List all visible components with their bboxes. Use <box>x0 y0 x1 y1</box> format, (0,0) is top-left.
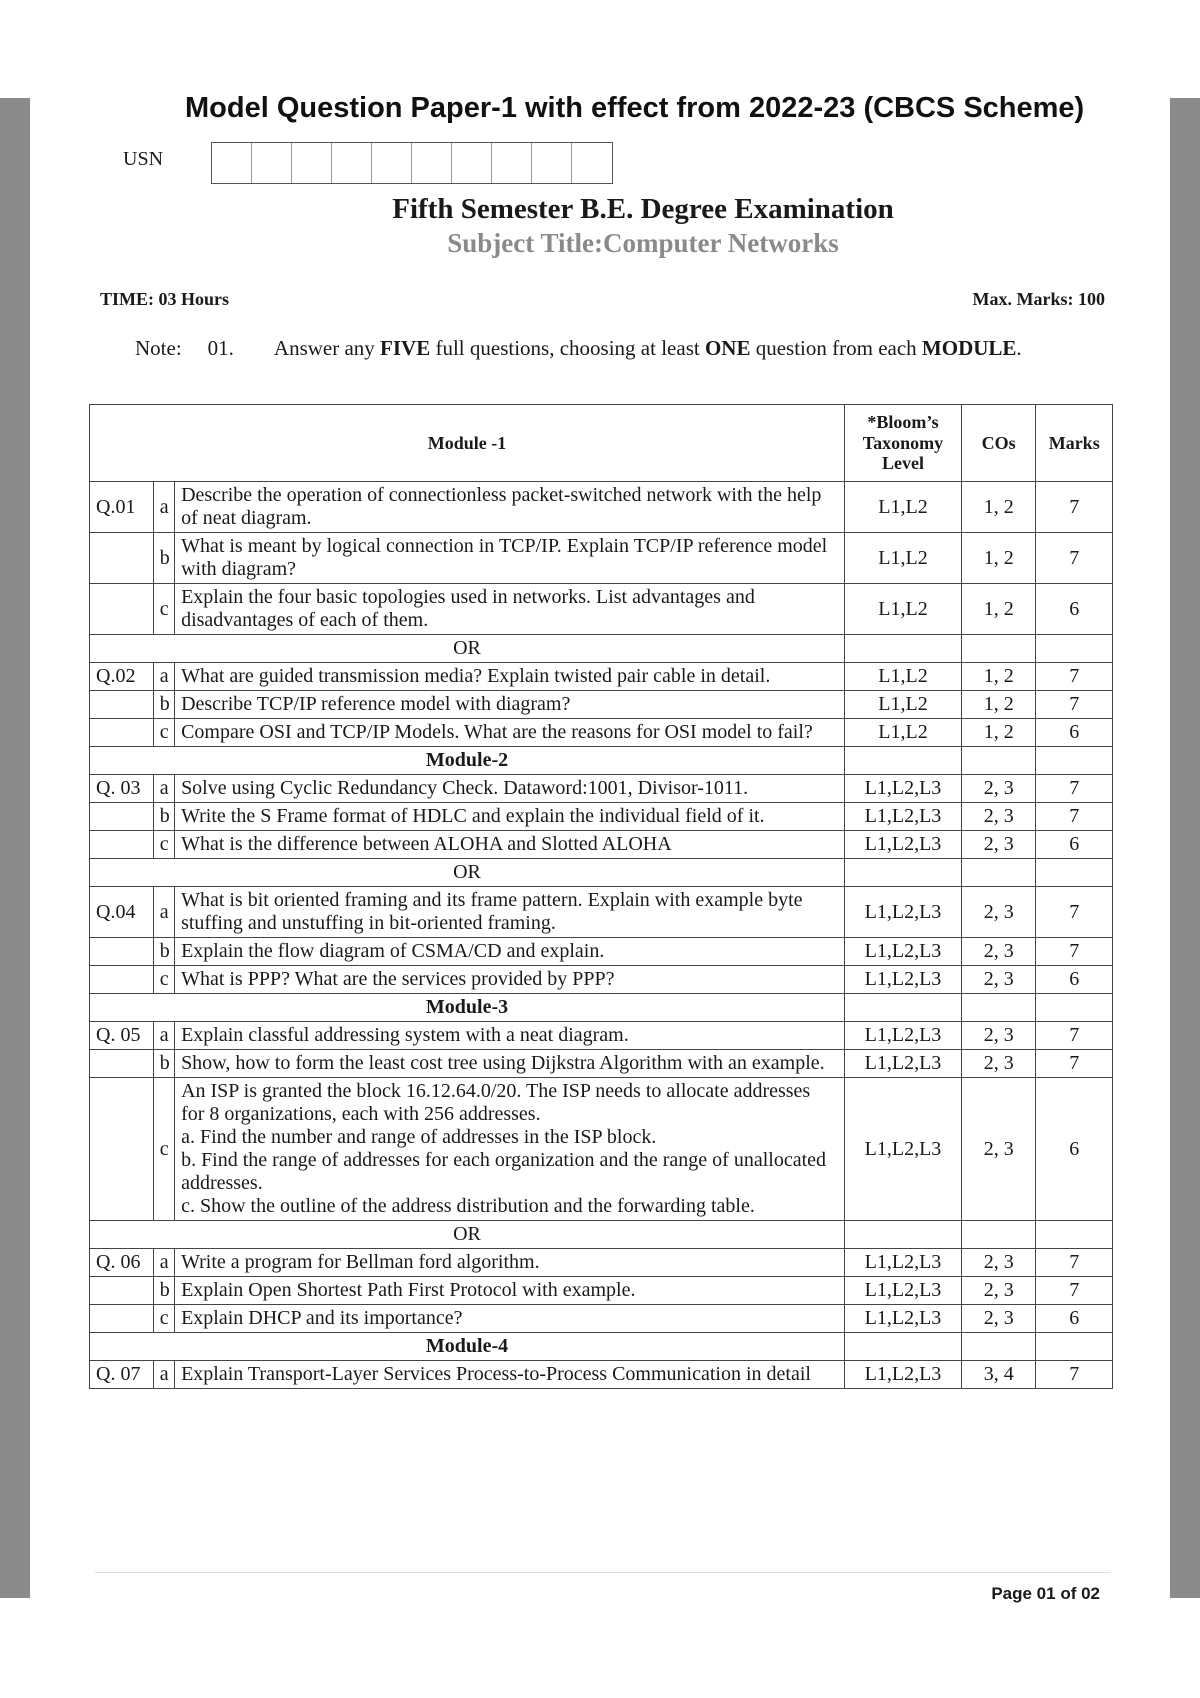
question-text-main: Write the S Frame format of HDLC and explain the individual field of it. <box>181 805 765 827</box>
module-heading: Module-2 <box>90 747 845 775</box>
question-text <box>175 482 845 533</box>
question-row <box>90 1277 1113 1305</box>
question-number: Q. 05 <box>90 1022 154 1050</box>
course-outcomes: 2, 3 <box>961 1022 1035 1050</box>
question-number <box>90 831 154 859</box>
blooms-level: L1,L2,L3 <box>845 1277 962 1305</box>
question-number <box>90 1050 154 1078</box>
blooms-level: L1,L2,L3 <box>845 831 962 859</box>
marks: 6 <box>1036 1078 1113 1221</box>
marks: 7 <box>1036 1361 1113 1389</box>
course-outcomes: 2, 3 <box>961 803 1035 831</box>
question-text-main: Describe the operation of connectionless packet-switched network with the help of neat diagram. <box>181 484 822 529</box>
usn-box[interactable] <box>212 143 252 183</box>
footer-divider <box>95 1572 1110 1573</box>
question-number: Q. 03 <box>90 775 154 803</box>
blooms-level: L1,L2 <box>845 533 962 584</box>
question-number: Q. 07 <box>90 1361 154 1389</box>
question-number <box>90 966 154 994</box>
question-text <box>175 775 845 803</box>
sub-question-letter: b <box>153 803 174 831</box>
question-text <box>175 1277 845 1305</box>
marks: 6 <box>1036 719 1113 747</box>
left-margin-bar <box>0 98 30 1598</box>
or-separator-row <box>90 1221 1113 1249</box>
question-row <box>90 887 1113 938</box>
question-number: Q. 06 <box>90 1249 154 1277</box>
empty-cell <box>1036 994 1113 1022</box>
sub-question-letter: a <box>153 1022 174 1050</box>
marks: 6 <box>1036 966 1113 994</box>
note-text-1: Answer any <box>273 336 381 360</box>
usn-box[interactable] <box>492 143 532 183</box>
empty-cell <box>1036 1333 1113 1361</box>
question-number <box>90 533 154 584</box>
question-text <box>175 533 845 584</box>
note-bold-one: ONE <box>704 336 751 360</box>
blooms-level: L1,L2,L3 <box>845 1361 962 1389</box>
module-heading-row <box>90 747 1113 775</box>
question-text-main: Explain DHCP and its importance? <box>181 1307 463 1329</box>
question-text-main: What is the difference between ALOHA and Slotted ALOHA <box>181 833 672 855</box>
sub-question-letter: c <box>153 1078 174 1221</box>
question-text <box>175 938 845 966</box>
marks: 6 <box>1036 831 1113 859</box>
question-table <box>89 404 1113 1389</box>
marks-header: Marks <box>1036 405 1113 482</box>
question-number <box>90 938 154 966</box>
empty-cell <box>961 859 1035 887</box>
sub-question-letter: a <box>153 482 174 533</box>
question-row <box>90 938 1113 966</box>
usn-box[interactable] <box>292 143 332 183</box>
usn-box[interactable] <box>372 143 412 183</box>
empty-cell <box>961 1333 1035 1361</box>
blooms-level: L1,L2 <box>845 482 962 533</box>
empty-cell <box>845 1333 962 1361</box>
note-number: 01. <box>207 336 234 360</box>
course-outcomes: 2, 3 <box>961 1050 1035 1078</box>
empty-cell <box>1036 859 1113 887</box>
or-separator: OR <box>90 635 845 663</box>
question-number: Q.04 <box>90 887 154 938</box>
sub-question-letter: b <box>153 1050 174 1078</box>
empty-cell <box>845 747 962 775</box>
course-outcomes: 1, 2 <box>961 482 1035 533</box>
sub-question-letter: b <box>153 533 174 584</box>
question-text-main: What is meant by logical connection in TCP/IP. Explain TCP/IP reference model with diagram? <box>181 535 828 580</box>
course-outcomes: 1, 2 <box>961 663 1035 691</box>
blooms-level: L1,L2,L3 <box>845 1305 962 1333</box>
marks: 7 <box>1036 803 1113 831</box>
course-outcomes: 2, 3 <box>961 1249 1035 1277</box>
question-text <box>175 663 845 691</box>
course-outcomes: 1, 2 <box>961 691 1035 719</box>
sub-question-letter: a <box>153 775 174 803</box>
usn-input-boxes[interactable] <box>211 142 613 184</box>
note-bold-module: MODULE <box>921 336 1017 360</box>
empty-cell <box>845 994 962 1022</box>
sub-question-letter: c <box>153 966 174 994</box>
blooms-level: L1,L2 <box>845 691 962 719</box>
or-separator: OR <box>90 1221 845 1249</box>
module-heading-row <box>90 1333 1113 1361</box>
blooms-level: L1,L2,L3 <box>845 1050 962 1078</box>
exam-time: TIME: 03 Hours <box>100 289 230 309</box>
marks: 7 <box>1036 482 1113 533</box>
question-number <box>90 691 154 719</box>
marks: 7 <box>1036 1050 1113 1078</box>
question-text-main: Explain Open Shortest Path First Protocol with example. <box>181 1279 636 1301</box>
blooms-level: L1,L2 <box>845 663 962 691</box>
module-1-header: Module -1 <box>90 405 845 482</box>
course-outcomes: 2, 3 <box>961 938 1035 966</box>
question-text <box>175 831 845 859</box>
marks: 7 <box>1036 775 1113 803</box>
question-row <box>90 1050 1113 1078</box>
note <box>135 336 1022 361</box>
question-text-part: b. Find the range of addresses for each organization and the range of unallocated addresses. <box>181 1149 827 1194</box>
sub-question-letter: c <box>153 831 174 859</box>
course-outcomes: 1, 2 <box>961 719 1035 747</box>
usn-box[interactable] <box>412 143 452 183</box>
question-row <box>90 533 1113 584</box>
marks: 7 <box>1036 1022 1113 1050</box>
question-row <box>90 663 1113 691</box>
question-text-main: Solve using Cyclic Redundancy Check. Dataword:1001, Divisor-1011. <box>181 777 749 799</box>
blooms-header: *Bloom’s Taxonomy Level <box>845 405 962 482</box>
blooms-level: L1,L2 <box>845 584 962 635</box>
question-number: Q.01 <box>90 482 154 533</box>
blooms-level: L1,L2,L3 <box>845 803 962 831</box>
empty-cell <box>961 635 1035 663</box>
question-number <box>90 803 154 831</box>
question-text-main: Show, how to form the least cost tree using Dijkstra Algorithm with an example. <box>181 1052 825 1074</box>
question-number <box>90 1277 154 1305</box>
question-number <box>90 584 154 635</box>
blooms-level: L1,L2,L3 <box>845 966 962 994</box>
question-number <box>90 719 154 747</box>
usn-box[interactable] <box>252 143 292 183</box>
question-text <box>175 691 845 719</box>
question-row <box>90 1078 1113 1221</box>
max-marks: Max. Marks: 100 <box>972 289 1105 309</box>
module-heading: Module-3 <box>90 994 845 1022</box>
question-text <box>175 1022 845 1050</box>
usn-box[interactable] <box>572 143 612 183</box>
question-text-main: Compare OSI and TCP/IP Models. What are the reasons for OSI model to fail? <box>181 721 813 743</box>
question-row <box>90 831 1113 859</box>
course-outcomes: 2, 3 <box>961 1305 1035 1333</box>
question-text-main: Explain classful addressing system with a neat diagram. <box>181 1024 629 1046</box>
sub-question-letter: b <box>153 691 174 719</box>
course-outcomes: 2, 3 <box>961 1277 1035 1305</box>
sub-question-letter: b <box>153 938 174 966</box>
usn-label: USN <box>123 148 164 170</box>
blooms-level: L1,L2,L3 <box>845 1249 962 1277</box>
question-row <box>90 966 1113 994</box>
question-text-main: Describe TCP/IP reference model with diagram? <box>181 693 571 715</box>
course-outcomes: 1, 2 <box>961 533 1035 584</box>
blooms-level: L1,L2,L3 <box>845 775 962 803</box>
course-outcomes: 1, 2 <box>961 584 1035 635</box>
question-row <box>90 1249 1113 1277</box>
marks: 7 <box>1036 887 1113 938</box>
question-text-main: Explain the flow diagram of CSMA/CD and explain. <box>181 940 605 962</box>
question-table-body <box>90 482 1113 1389</box>
question-row <box>90 1022 1113 1050</box>
question-number: Q.02 <box>90 663 154 691</box>
blooms-level: L1,L2,L3 <box>845 938 962 966</box>
course-outcomes: 2, 3 <box>961 966 1035 994</box>
empty-cell <box>1036 1221 1113 1249</box>
question-text <box>175 803 845 831</box>
question-text-main: Write a program for Bellman ford algorithm. <box>181 1251 540 1273</box>
marks: 7 <box>1036 1277 1113 1305</box>
question-text-main: What is PPP? What are the services provided by PPP? <box>181 968 615 990</box>
subject-title: Subject Title:Computer Networks <box>447 228 839 258</box>
empty-cell <box>845 859 962 887</box>
question-text <box>175 719 845 747</box>
sub-question-letter: c <box>153 584 174 635</box>
cos-header: COs <box>961 405 1035 482</box>
sub-question-letter: b <box>153 1277 174 1305</box>
empty-cell <box>845 1221 962 1249</box>
question-row <box>90 584 1113 635</box>
question-number <box>90 1305 154 1333</box>
course-outcomes: 2, 3 <box>961 887 1035 938</box>
marks: 7 <box>1036 938 1113 966</box>
page-number: Page 01 of 02 <box>991 1584 1100 1603</box>
question-text-main: What is bit oriented framing and its frame pattern. Explain with example byte stuffing and unstuffing in bit-oriented framing. <box>181 889 803 934</box>
note-text-4: . <box>1016 336 1022 360</box>
marks: 7 <box>1036 1249 1113 1277</box>
or-separator-row <box>90 859 1113 887</box>
empty-cell <box>961 747 1035 775</box>
blooms-level: L1,L2,L3 <box>845 887 962 938</box>
question-text <box>175 1361 845 1389</box>
question-row <box>90 1361 1113 1389</box>
module-heading: Module-4 <box>90 1333 845 1361</box>
usn-box[interactable] <box>452 143 492 183</box>
course-outcomes: 2, 3 <box>961 1078 1035 1221</box>
module-heading-row <box>90 994 1113 1022</box>
sub-question-letter: a <box>153 887 174 938</box>
question-text <box>175 1078 845 1221</box>
question-text-main: An ISP is granted the block 16.12.64.0/20. The ISP needs to allocate addresses for 8 organizations, each with 256 addresses. <box>181 1080 811 1125</box>
table-header <box>90 405 1113 482</box>
page-title: Model Question Paper-1 with effect from 2022-23 (CBCS Scheme) <box>185 92 1085 124</box>
empty-cell <box>1036 635 1113 663</box>
question-text <box>175 1050 845 1078</box>
empty-cell <box>1036 747 1113 775</box>
question-text <box>175 1249 845 1277</box>
question-text <box>175 584 845 635</box>
question-text-part: a. Find the number and range of addresses in the ISP block. <box>181 1126 657 1148</box>
course-outcomes: 3, 4 <box>961 1361 1035 1389</box>
blooms-level: L1,L2,L3 <box>845 1022 962 1050</box>
or-separator-row <box>90 635 1113 663</box>
question-text <box>175 1305 845 1333</box>
empty-cell <box>961 994 1035 1022</box>
sub-question-letter: c <box>153 719 174 747</box>
question-text-main: Explain Transport-Layer Services Process-to-Process Communication in detail <box>181 1363 811 1385</box>
question-text-part: c. Show the outline of the address distribution and the forwarding table. <box>181 1195 755 1217</box>
question-text-main: What are guided transmission media? Explain twisted pair cable in detail. <box>181 665 771 687</box>
marks: 7 <box>1036 691 1113 719</box>
or-separator: OR <box>90 859 845 887</box>
usn-box[interactable] <box>332 143 372 183</box>
exam-title: Fifth Semester B.E. Degree Examination <box>392 193 894 225</box>
empty-cell <box>845 635 962 663</box>
blooms-level: L1,L2,L3 <box>845 1078 962 1221</box>
question-text <box>175 887 845 938</box>
question-row <box>90 691 1113 719</box>
question-number <box>90 1078 154 1221</box>
sub-question-letter: a <box>153 663 174 691</box>
marks: 7 <box>1036 533 1113 584</box>
blooms-level: L1,L2 <box>845 719 962 747</box>
question-text <box>175 966 845 994</box>
question-row <box>90 482 1113 533</box>
usn-box[interactable] <box>532 143 572 183</box>
empty-cell <box>961 1221 1035 1249</box>
note-label: Note: <box>135 336 182 360</box>
right-margin-bar <box>1170 98 1200 1598</box>
marks: 6 <box>1036 1305 1113 1333</box>
note-bold-five: FIVE <box>380 336 431 360</box>
marks: 7 <box>1036 663 1113 691</box>
question-row <box>90 775 1113 803</box>
sub-question-letter: a <box>153 1249 174 1277</box>
sub-question-letter: a <box>153 1361 174 1389</box>
note-text-2: full questions, choosing at least <box>430 336 705 360</box>
question-row <box>90 719 1113 747</box>
sub-question-letter: c <box>153 1305 174 1333</box>
marks: 6 <box>1036 584 1113 635</box>
note-text-3: question from each <box>750 336 922 360</box>
question-row <box>90 1305 1113 1333</box>
course-outcomes: 2, 3 <box>961 775 1035 803</box>
question-row <box>90 803 1113 831</box>
question-text-main: Explain the four basic topologies used in networks. List advantages and disadvantages of each of them. <box>181 586 755 631</box>
course-outcomes: 2, 3 <box>961 831 1035 859</box>
